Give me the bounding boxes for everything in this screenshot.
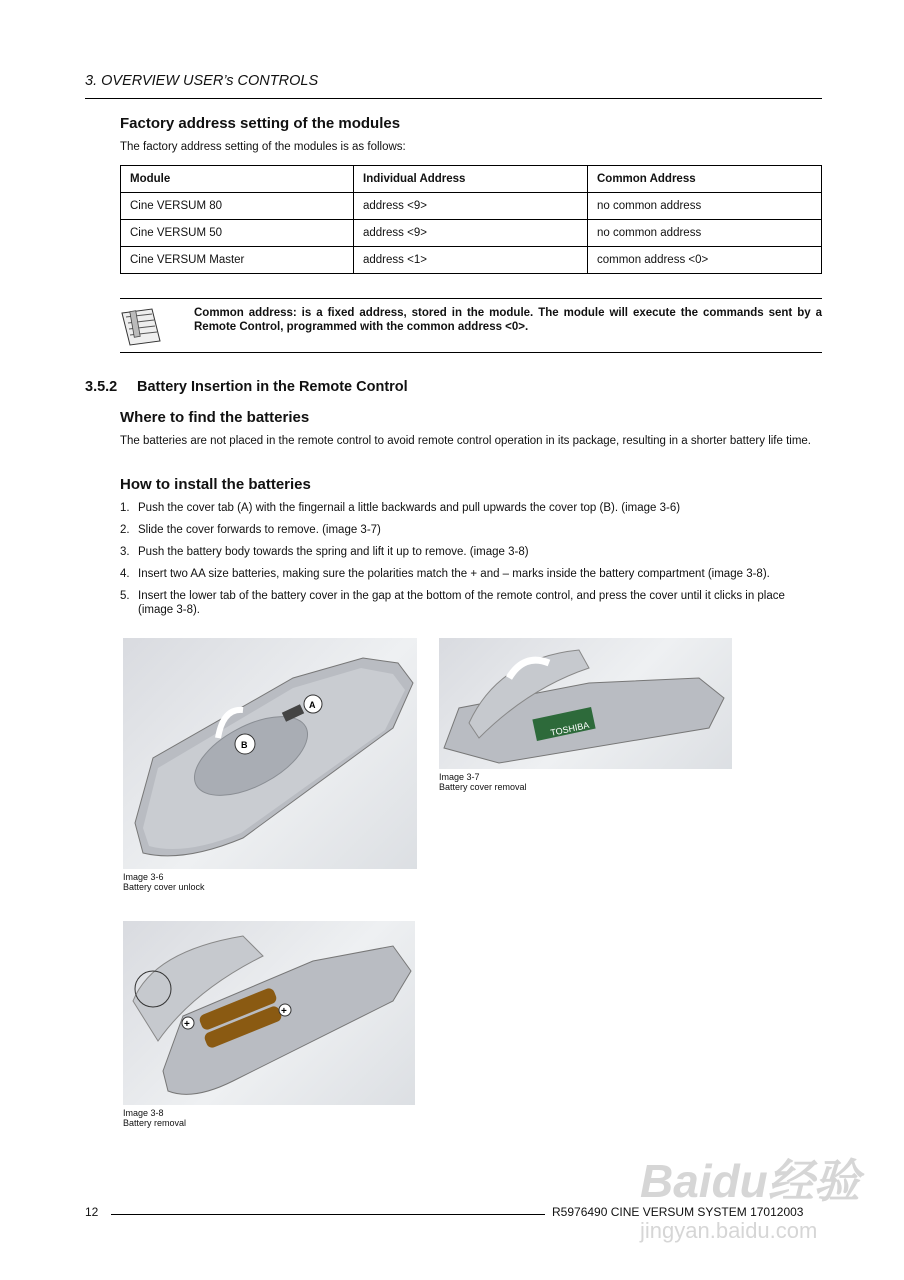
list-item (120, 501, 822, 515)
step-text: Push the cover tab (A) with the fingernail a little backwards and pull upwards the cover top (B). (image 3-6) (138, 502, 681, 514)
image-caption-id: Image 3-6 (123, 872, 164, 882)
header-rule (85, 98, 822, 99)
table-cell: address <9> (354, 220, 588, 247)
howto-title: How to install the batteries (120, 476, 311, 493)
list-item (120, 567, 822, 581)
remote-control-illustration (123, 638, 417, 869)
section-title: Battery Insertion in the Remote Control (137, 379, 408, 395)
label-a: A (309, 700, 316, 710)
table-cell: Cine VERSUM Master (121, 247, 354, 274)
install-steps (120, 501, 822, 617)
polarity-plus-right: + (281, 1006, 287, 1017)
page-number: 12 (85, 1205, 99, 1219)
chapter-header: 3. OVERVIEW USER’s CONTROLS (85, 73, 319, 89)
table-header-cell: Common Address (588, 166, 822, 193)
step-number: 5. (120, 590, 130, 602)
step-text: Slide the cover forwards to remove. (image 3-7) (138, 524, 381, 536)
step-number: 2. (120, 524, 130, 536)
image-caption-text: Battery cover unlock (123, 882, 205, 892)
table-header-cell: Individual Address (354, 166, 588, 193)
watermark-url: jingyan.baidu.com (640, 1218, 818, 1243)
section-heading (85, 379, 408, 395)
remote-photo-battery-removal (123, 921, 415, 1105)
label-b: B (241, 740, 248, 750)
image-caption-text: Battery removal (123, 1118, 187, 1128)
table-row (121, 247, 822, 274)
table-cell: address <9> (354, 193, 588, 220)
table-header-row (121, 166, 822, 193)
remote-photo-cover-removal (439, 638, 732, 769)
table-cell: no common address (588, 193, 822, 220)
note-pad-icon (120, 307, 164, 347)
table-cell: Cine VERSUM 50 (121, 220, 354, 247)
remote-control-illustration (439, 638, 732, 769)
table-row (121, 193, 822, 220)
table-cell: Cine VERSUM 80 (121, 193, 354, 220)
section-number: 3.5.2 (85, 379, 118, 395)
note-rule-top (120, 298, 822, 299)
where-title: Where to find the batteries (120, 409, 310, 426)
image-caption-id: Image 3-7 (439, 772, 480, 782)
step-text: Insert two AA size batteries, making sure the polarities match the + and – marks inside the battery compartment (image 3-8). (138, 568, 770, 580)
step-text: Insert the lower tab of the battery cover in the gap at the bottom of the remote control, and press the cover until it clicks in place (image 3-8). (138, 590, 785, 616)
table-cell: no common address (588, 220, 822, 247)
remote-control-illustration (123, 921, 415, 1105)
where-text: The batteries are not placed in the remote control to avoid remote control operation in its package, resulting in a shorter battery life time. (120, 435, 812, 447)
list-item (120, 545, 822, 559)
step-text: Push the battery body towards the spring and lift it up to remove. (image 3-8) (138, 546, 529, 558)
factory-intro: The factory address setting of the modules is as follows: (120, 141, 406, 153)
note-text: Common address: is a fixed address, stored in the module. The module will execute the commands sent by a Remote Control, programmed with the common address <0>. (194, 307, 822, 333)
battery-brand-label: TOSHIBA (549, 719, 591, 738)
image-caption-id: Image 3-8 (123, 1108, 164, 1118)
list-item (120, 523, 822, 537)
polarity-plus-left: + (184, 1019, 190, 1030)
step-number: 4. (120, 568, 130, 580)
address-table (120, 165, 822, 274)
remote-photo-cover-unlock (123, 638, 417, 869)
table-cell: address <1> (354, 247, 588, 274)
footer-rule (111, 1214, 545, 1215)
table-row (121, 220, 822, 247)
note-rule-bottom (120, 352, 822, 353)
list-item (120, 589, 822, 617)
table-header-cell: Module (121, 166, 354, 193)
table-cell: common address <0> (588, 247, 822, 274)
document-id: R5976490 CINE VERSUM SYSTEM 17012003 (552, 1205, 804, 1219)
factory-title: Factory address setting of the modules (120, 115, 401, 132)
watermark-logo: Baidu经验 (640, 1155, 860, 1207)
step-number: 3. (120, 546, 130, 558)
image-caption-text: Battery cover removal (439, 782, 527, 792)
step-number: 1. (120, 502, 130, 514)
